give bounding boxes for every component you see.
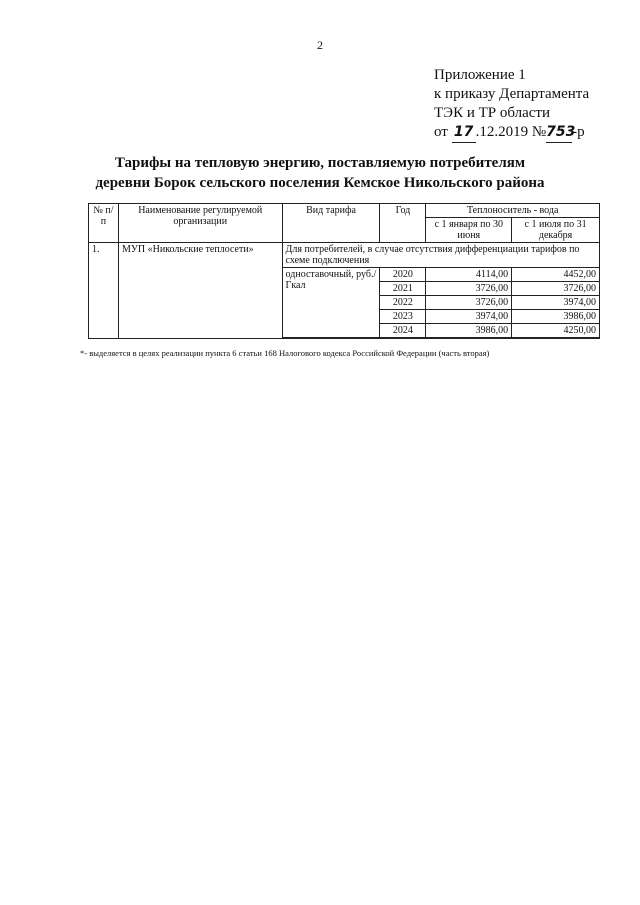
tariff-h2-cell: 4452,00 xyxy=(512,268,600,282)
tariff-h2-cell: 4250,00 xyxy=(512,324,600,338)
year-cell: 2020 xyxy=(380,268,426,282)
table-spacer xyxy=(282,338,599,339)
tariff-h2-cell: 3974,00 xyxy=(512,296,600,310)
tariff-h1-cell: 3986,00 xyxy=(426,324,512,338)
tariff-h2-cell: 3986,00 xyxy=(512,310,600,324)
consumer-note: Для потребителей, в случае отсутствия дифференциации тарифов по схеме подключения xyxy=(282,243,599,268)
row-number: 1. xyxy=(89,243,119,339)
header-tariff-type: Вид тарифа xyxy=(282,204,380,243)
header-heat-carrier: Теплоноситель - вода xyxy=(426,204,600,218)
tariff-h1-cell: 3974,00 xyxy=(426,310,512,324)
footnote: *- выделяется в целях реализации пункта 6 статьи 168 Налогового кодекса Российской Федерации (часть вторая) xyxy=(80,348,490,358)
header-num: № п/п xyxy=(89,204,119,243)
title-line-1: Тарифы на тепловую энергию, поставляемую потребителям xyxy=(114,155,526,171)
handwritten-day: 17 xyxy=(452,123,476,143)
year-cell: 2024 xyxy=(380,324,426,338)
appendix-date-line xyxy=(434,123,589,143)
header-organization: Наименование регулируемой организации xyxy=(118,204,282,243)
organization-name: МУП «Никольские теплосети» xyxy=(118,243,282,339)
handwritten-order-number: 753 xyxy=(546,123,572,143)
tariff-table xyxy=(88,203,600,339)
appendix-header xyxy=(434,66,589,143)
header-period-1: с 1 января по 30 июня xyxy=(426,218,512,243)
tariff-h1-cell: 3726,00 xyxy=(426,296,512,310)
appendix-line-2: к приказу Департамента xyxy=(434,86,590,102)
appendix-line-3: ТЭК и ТР области xyxy=(434,105,550,121)
date-prefix: от xyxy=(434,124,448,140)
order-suffix: -р xyxy=(572,124,585,140)
year-cell: 2023 xyxy=(380,310,426,324)
header-year: Год xyxy=(380,204,426,243)
year-cell: 2022 xyxy=(380,296,426,310)
tariff-h2-cell: 3726,00 xyxy=(512,282,600,296)
tariff-h1-cell: 3726,00 xyxy=(426,282,512,296)
tariff-type: одноставочный, руб./Гкал xyxy=(282,268,380,338)
title-line-2: деревни Борок сельского поселения Кемское Никольского района xyxy=(95,175,545,191)
appendix-line-1: Приложение 1 xyxy=(434,67,526,83)
year-cell: 2021 xyxy=(380,282,426,296)
document-title xyxy=(0,153,640,193)
page-number: 2 xyxy=(317,38,323,52)
header-period-2: с 1 июля по 31 декабря xyxy=(512,218,600,243)
tariff-h1-cell: 4114,00 xyxy=(426,268,512,282)
date-rest: .12.2019 № xyxy=(475,124,547,140)
